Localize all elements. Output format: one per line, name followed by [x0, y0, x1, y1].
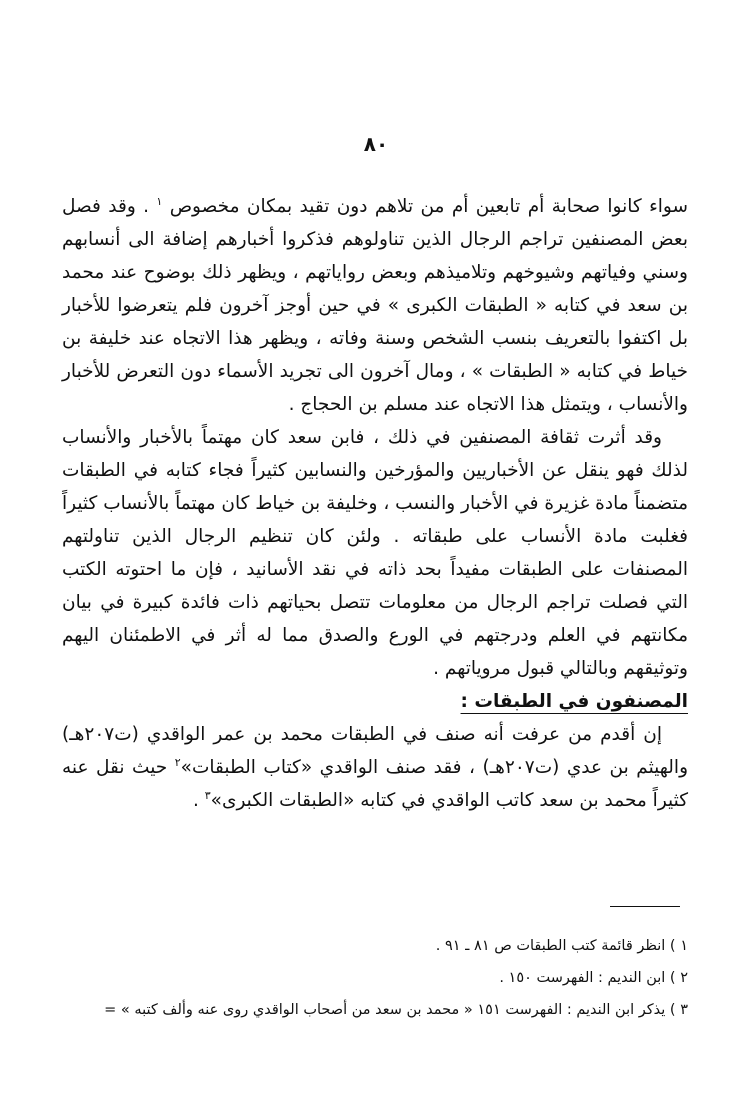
footnote-ref-2[interactable]: ٢ — [174, 755, 181, 769]
paragraph-1-text: سواء كانوا صحابة أم تابعين أم من تلاهم دون تقيد بمكان مخصوص — [169, 196, 688, 217]
footnote-3: ٣ ) يذكر ابن النديم : الفهرست ١٥١ « محمد بن سعد من أصحاب الواقدي روى عنه وألف كتبه » = — [104, 1002, 688, 1018]
footnote-ref-3[interactable]: ٣ — [204, 788, 211, 802]
paragraph-2: وقد أثرت ثقافة المصنفين في ذلك ، فابن سعد كان مهتماً بالأخبار والأنساب لذلك فهو ينقل عن الأخباريين والمؤرخين والنسابين كثيراً فجاء كتابه في الطبقات متضمناً مادة غزيرة في الأخبار والنسب ، وخليفة بن خياط كان مهتماً بالأنساب كثيراً فغلبت مادة الأنساب على طبقاته . ولئن كان تنظيم الرجال الذين تناولتهم المصنفات على الطبقات مفيداً بحد ذاته في نقد الأسانيد ، فإن ما احتوته الكتب التي فصلت تراجم الرجال من معلومات تتصل بحياتهم ذات فائدة كبيرة في بيان مكانتهم في العلم ودرجتهم في الورع والصدق مما له أثر في الاطمئنان اليهم وتوثيقهم وبالتالي قبول مروياتهم . — [62, 427, 688, 679]
footnote-ref-1[interactable]: ١ — [156, 194, 163, 208]
paragraph-3-continuation: حيث نقل عنه كثيراً محمد بن سعد كاتب الواقدي في كتابه «الطبقات الكبرى» — [62, 757, 688, 811]
paragraph-1-continuation: . وقد فصل بعض المصنفين تراجم الرجال الذين تناولوهم فذكروا أخبارهم إضافة الى أنسابهم وسني وفياتهم وشيوخهم وتلاميذهم وبعض رواياتهم ، ويظهر ذلك بوضوح عند محمد بن سعد في كتابه « الطبقات الكبرى » في حين أوجز آخرون فلم يتعرضوا للأخبار بل اكتفوا بالتعريف بنسب الشخص وسنة وفاته ، ويظهر هذا الاتجاه عند خليفة بن خياط في كتابه « الطبقات » ، ومال آخرون الى تجريد الأسماء دون التعرض للأخبار والأنساب ، ويتمثل هذا الاتجاه عند مسلم بن الحجاج . — [62, 196, 688, 415]
paragraph-3-text: إن أقدم من عرفت أنه صنف في الطبقات محمد بن عمر الواقدي (ت٢٠٧هـ) والهيثم بن عدي (ت٢٠٧هـ) ، فقد صنف الواقدي «كتاب الطبقات» — [62, 724, 688, 778]
footnote-divider — [610, 906, 680, 907]
footnote-1: ١ ) انظر قائمة كتب الطبقات ص ٨١ ـ ٩١ . — [435, 938, 688, 954]
page-number: ٨٠ — [363, 132, 389, 156]
section-heading: المصنفون في الطبقات : — [460, 691, 688, 712]
paragraph-3-end: . — [192, 790, 205, 811]
footnotes — [62, 930, 688, 1026]
paragraph-3 — [62, 718, 688, 817]
footnote-2: ٢ ) ابن النديم : الفهرست ١٥٠ . — [499, 970, 688, 986]
paragraph-1 — [62, 190, 688, 421]
main-text — [62, 190, 688, 817]
